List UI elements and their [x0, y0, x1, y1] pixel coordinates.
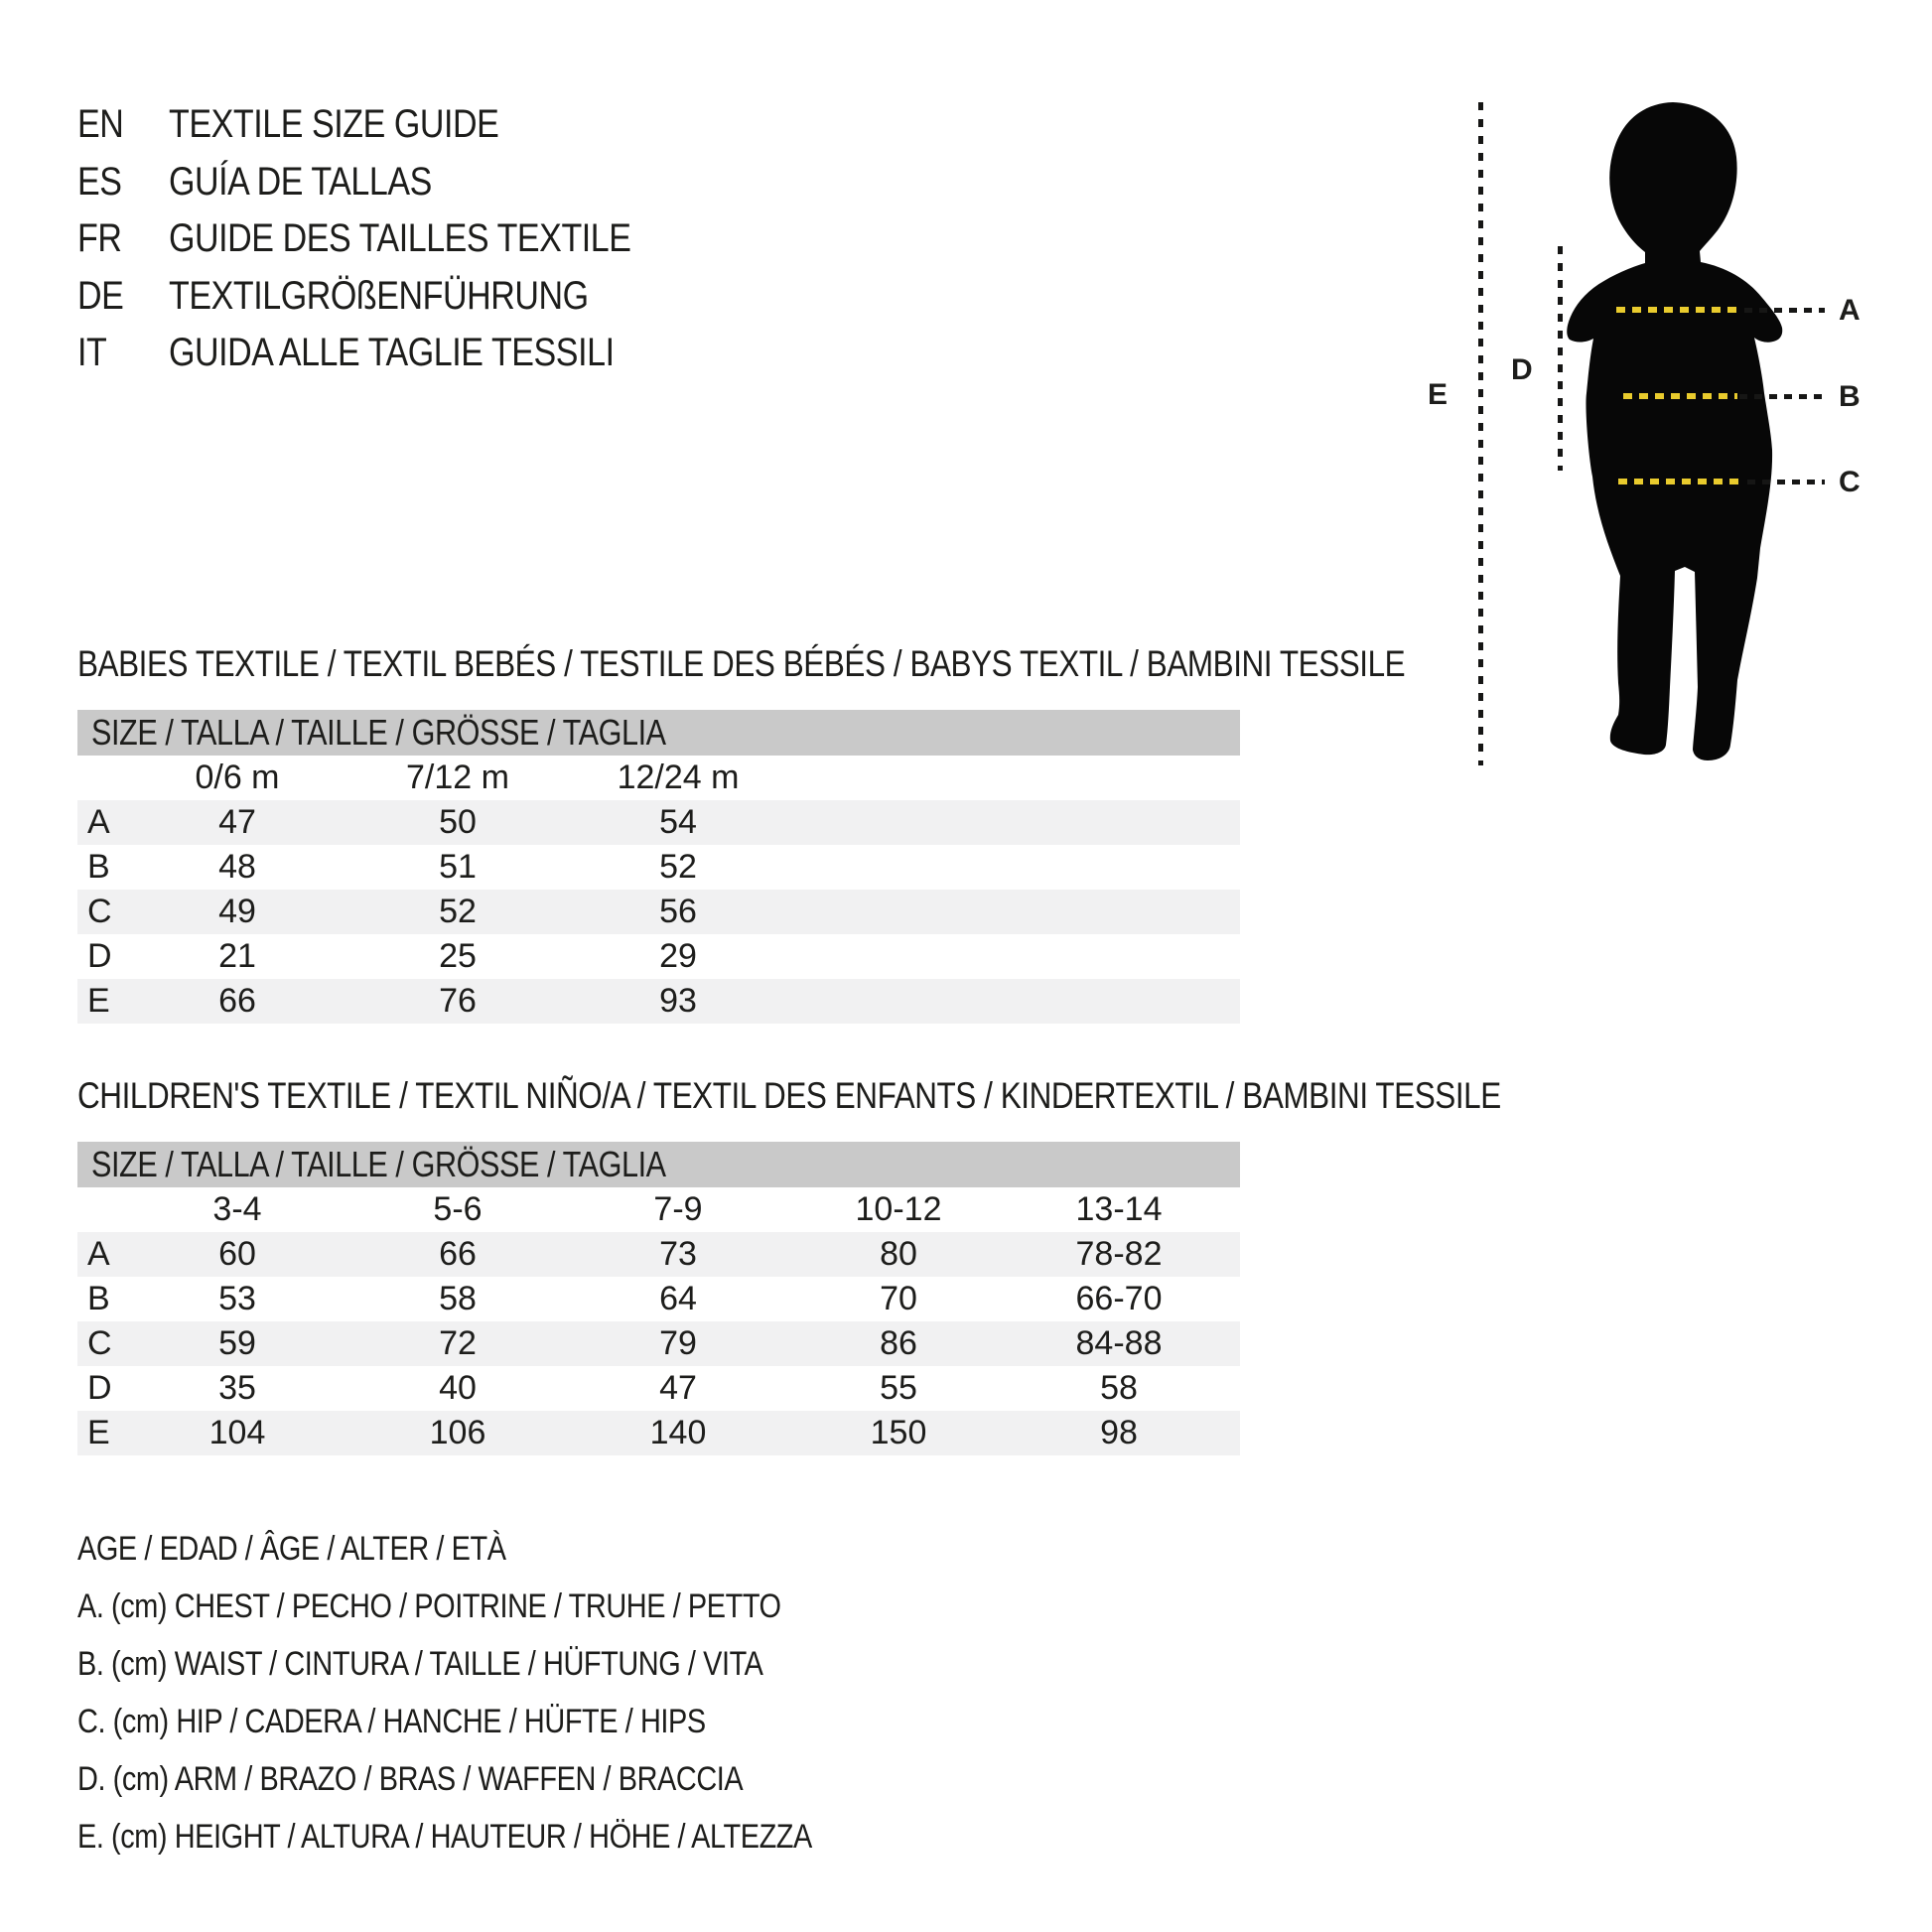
table-cell: 47: [659, 1369, 697, 1407]
babies-section-heading: BABIES TEXTILE / TEXTIL BEBÉS / TESTILE DES BÉBÉS / BABYS TEXTIL / BAMBINI TESSILE: [77, 643, 1406, 684]
table-cell: 84-88: [1075, 1324, 1163, 1362]
guide-title: TEXTILE SIZE GUIDE: [169, 102, 499, 147]
column-header: 7/12 m: [406, 759, 509, 796]
language-row: [77, 96, 713, 154]
table-row: [77, 1277, 1240, 1321]
table-cell: 40: [439, 1369, 477, 1407]
column-header-row: [77, 756, 1240, 800]
height-measure-line: [1478, 102, 1483, 765]
row-label: D: [87, 937, 112, 975]
size-header-label: SIZE / TALLA / TAILLE / GRÖSSE / TAGLIA: [91, 1144, 666, 1184]
table-cell: 93: [659, 982, 697, 1020]
table-cell: 79: [659, 1324, 697, 1362]
waist-measure-line: [1623, 393, 1737, 399]
language-row: [77, 154, 713, 211]
legend-line-hip: C. (cm) HIP / CADERA / HANCHE / HÜFTE / HIPS: [77, 1702, 706, 1740]
measure-label-arm: D: [1511, 353, 1533, 386]
table-cell: 60: [218, 1235, 256, 1273]
table-cell: 59: [218, 1324, 256, 1362]
table-row: [77, 800, 1240, 845]
child-silhouette: [1549, 60, 1932, 794]
language-title-block: [77, 96, 713, 382]
size-header-bar: [77, 1142, 1240, 1187]
column-header-row: [77, 1187, 1240, 1232]
table-cell: 47: [218, 803, 256, 841]
legend-line-age: AGE / EDAD / ÂGE / ALTER / ETÀ: [77, 1529, 506, 1568]
table-cell: 58: [1100, 1369, 1138, 1407]
legend-line-waist: B. (cm) WAIST / CINTURA / TAILLE / HÜFTUNG / VITA: [77, 1644, 763, 1683]
table-cell: 55: [880, 1369, 917, 1407]
table-cell: 76: [439, 982, 477, 1020]
column-header: 5-6: [433, 1190, 483, 1228]
table-row: [77, 1366, 1240, 1411]
language-code: DE: [77, 273, 124, 318]
table-cell: 86: [880, 1324, 917, 1362]
hip-leader-line: [1747, 480, 1825, 484]
chest-measure-line: [1616, 307, 1742, 313]
guide-title: GUIDA ALLE TAGLIE TESSILI: [169, 331, 615, 375]
waist-leader-line: [1739, 394, 1825, 399]
size-header-bar: [77, 710, 1240, 756]
table-cell: 56: [659, 893, 697, 930]
language-row: [77, 268, 713, 326]
row-label: C: [87, 893, 112, 930]
table-cell: 104: [208, 1414, 266, 1451]
table-cell: 106: [429, 1414, 486, 1451]
hip-measure-line: [1618, 479, 1745, 484]
table-cell: 78-82: [1075, 1235, 1163, 1273]
table-cell: 64: [659, 1280, 697, 1317]
guide-title: GUÍA DE TALLAS: [169, 159, 432, 204]
row-label: A: [87, 1235, 110, 1273]
column-header: 10-12: [855, 1190, 942, 1228]
children-size-table: [77, 1142, 1240, 1455]
legend-line-arm: D. (cm) ARM / BRAZO / BRAS / WAFFEN / BRACCIA: [77, 1759, 744, 1798]
table-cell: 53: [218, 1280, 256, 1317]
row-label: E: [87, 1414, 110, 1451]
table-cell: 21: [218, 937, 256, 975]
language-code: EN: [77, 102, 124, 147]
measure-label-waist: B: [1839, 380, 1861, 413]
table-cell: 66-70: [1075, 1280, 1163, 1317]
column-header: 7-9: [653, 1190, 703, 1228]
children-section-heading: CHILDREN'S TEXTILE / TEXTIL NIÑO/A / TEXTIL DES ENFANTS / KINDERTEXTIL / BAMBINI TESSILE: [77, 1075, 1501, 1116]
table-cell: 51: [439, 848, 477, 886]
table-cell: 150: [870, 1414, 927, 1451]
table-cell: 73: [659, 1235, 697, 1273]
table-cell: 29: [659, 937, 697, 975]
measure-label-height: E: [1428, 378, 1449, 411]
legend-line-height: E. (cm) HEIGHT / ALTURA / HAUTEUR / HÖHE / ALTEZZA: [77, 1817, 812, 1856]
table-row: [77, 845, 1240, 890]
guide-title: TEXTILGRÖßENFÜHRUNG: [169, 273, 589, 318]
measure-label-chest: A: [1839, 294, 1861, 327]
row-label: E: [87, 982, 110, 1020]
language-code: FR: [77, 216, 122, 261]
table-cell: 25: [439, 937, 477, 975]
table-cell: 50: [439, 803, 477, 841]
chest-leader-line: [1744, 308, 1825, 313]
row-label: B: [87, 1280, 110, 1317]
babies-size-table: [77, 710, 1240, 1024]
column-header: 12/24 m: [617, 759, 740, 796]
table-cell: 66: [439, 1235, 477, 1273]
legend-line-chest: A. (cm) CHEST / PECHO / POITRINE / TRUHE / PETTO: [77, 1587, 781, 1625]
table-cell: 52: [439, 893, 477, 930]
row-label: B: [87, 848, 110, 886]
table-cell: 35: [218, 1369, 256, 1407]
language-code: ES: [77, 159, 122, 204]
column-header: 0/6 m: [195, 759, 280, 796]
measure-label-hip: C: [1839, 466, 1861, 498]
arm-measure-line: [1558, 246, 1563, 471]
row-label: D: [87, 1369, 112, 1407]
size-header-label: SIZE / TALLA / TAILLE / GRÖSSE / TAGLIA: [91, 712, 666, 753]
table-cell: 80: [880, 1235, 917, 1273]
table-row: [77, 890, 1240, 934]
table-cell: 54: [659, 803, 697, 841]
table-cell: 70: [880, 1280, 917, 1317]
table-cell: 72: [439, 1324, 477, 1362]
language-row: [77, 325, 713, 382]
column-header: 3-4: [212, 1190, 262, 1228]
table-row: [77, 1411, 1240, 1455]
table-cell: 98: [1100, 1414, 1138, 1451]
table-cell: 52: [659, 848, 697, 886]
language-code: IT: [77, 331, 107, 375]
guide-title: GUIDE DES TAILLES TEXTILE: [169, 216, 631, 261]
table-row: [77, 1321, 1240, 1366]
table-cell: 140: [649, 1414, 707, 1451]
language-row: [77, 210, 713, 268]
table-row: [77, 979, 1240, 1024]
table-cell: 66: [218, 982, 256, 1020]
table-cell: 48: [218, 848, 256, 886]
column-header: 13-14: [1075, 1190, 1163, 1228]
table-cell: 58: [439, 1280, 477, 1317]
table-row: [77, 934, 1240, 979]
table-row: [77, 1232, 1240, 1277]
measurement-legend: [77, 1520, 941, 1865]
table-cell: 49: [218, 893, 256, 930]
row-label: A: [87, 803, 110, 841]
row-label: C: [87, 1324, 112, 1362]
